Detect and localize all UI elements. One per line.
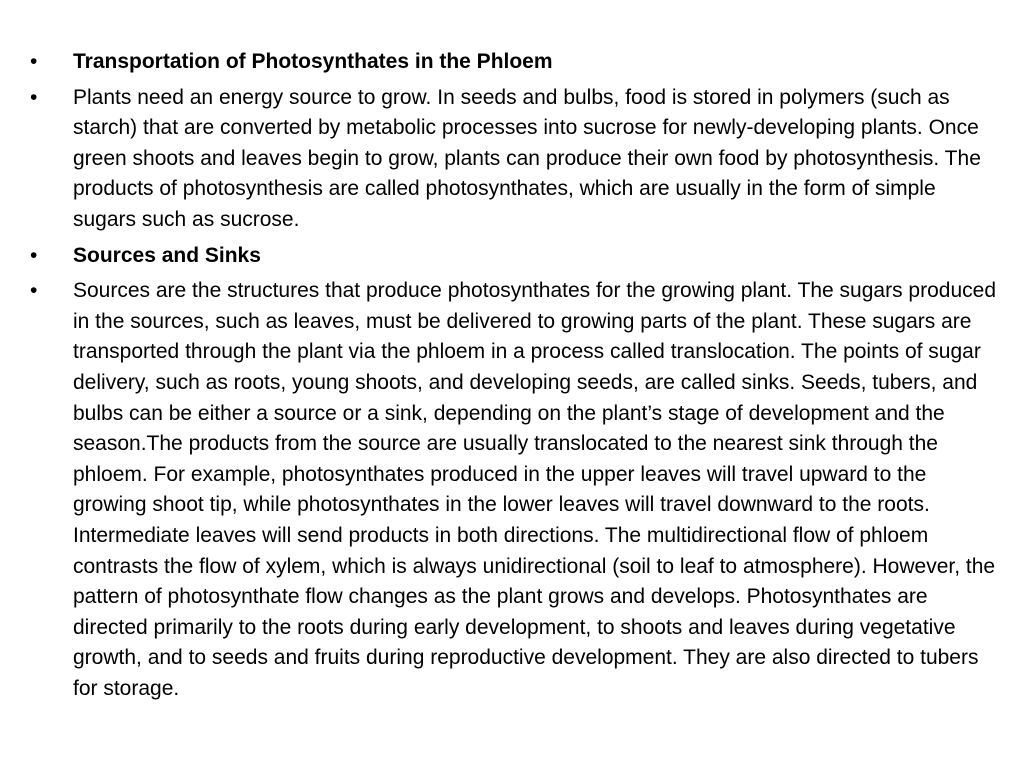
paragraph-sources-sinks: Sources are the structures that produce photosynthates for the growing plant. The sugars produced in the sources, such as leaves, must be delivered to growing parts of the plant. These sugars are transported through the plant via the phloem in a process called translocation. The points of sugar delivery, such as roots, young shoots, and developing seeds, are called sinks. Seeds, tubers, and bulbs can be either a source or a sink, depending on the plant’s stage of development and the season.The products from the source are usually translocated to the nearest sink through the phloem. For example, photosynthates produced in the upper leaves will travel upward to the growing shoot tip, while photosynthates in the lower leaves will travel downward to the roots. Intermediate leaves will send products in both directions. The multidirectional flow of phloem contrasts the flow of xylem, which is always unidirectional (soil to leaf to atmosphere). However, the pattern of photosynthate flow changes as the plant grows and develops. Photosynthates are directed primarily to the roots during early development, to shoots and leaves during vegetative growth, and to seeds and fruits during reproductive development. They are also directed to tubers for storage.: [73, 279, 996, 700]
bullet-point-icon: •: [30, 85, 38, 109]
bullet-point-icon: •: [30, 243, 38, 267]
bullet-paragraph-sources: [30, 276, 1000, 704]
bullet-heading-sources-sinks: [30, 241, 1000, 272]
bullet-heading-transportation: [30, 47, 1000, 78]
bullet-point-icon: •: [30, 50, 38, 73]
paragraph-energy-source: Plants need an energy source to grow. In seeds and bulbs, food is stored in polymers (such as starch) that are converted by metabolic processes into sucrose for newly-developing plants. Once green shoots and leaves begin to grow, plants can produce their own food by photosynthesis. The products of photosynthesis are called photosynthates, which are usually in the form of simple sugars such as sucrose.: [73, 85, 981, 231]
bullet-list: [30, 47, 1000, 709]
bullet-point-icon: •: [30, 279, 38, 303]
heading-sources-sinks: Sources and Sinks: [73, 243, 261, 267]
bullet-paragraph-energy: [30, 83, 1000, 236]
heading-transportation: Transportation of Photosynthates in the Phloem: [73, 50, 553, 73]
